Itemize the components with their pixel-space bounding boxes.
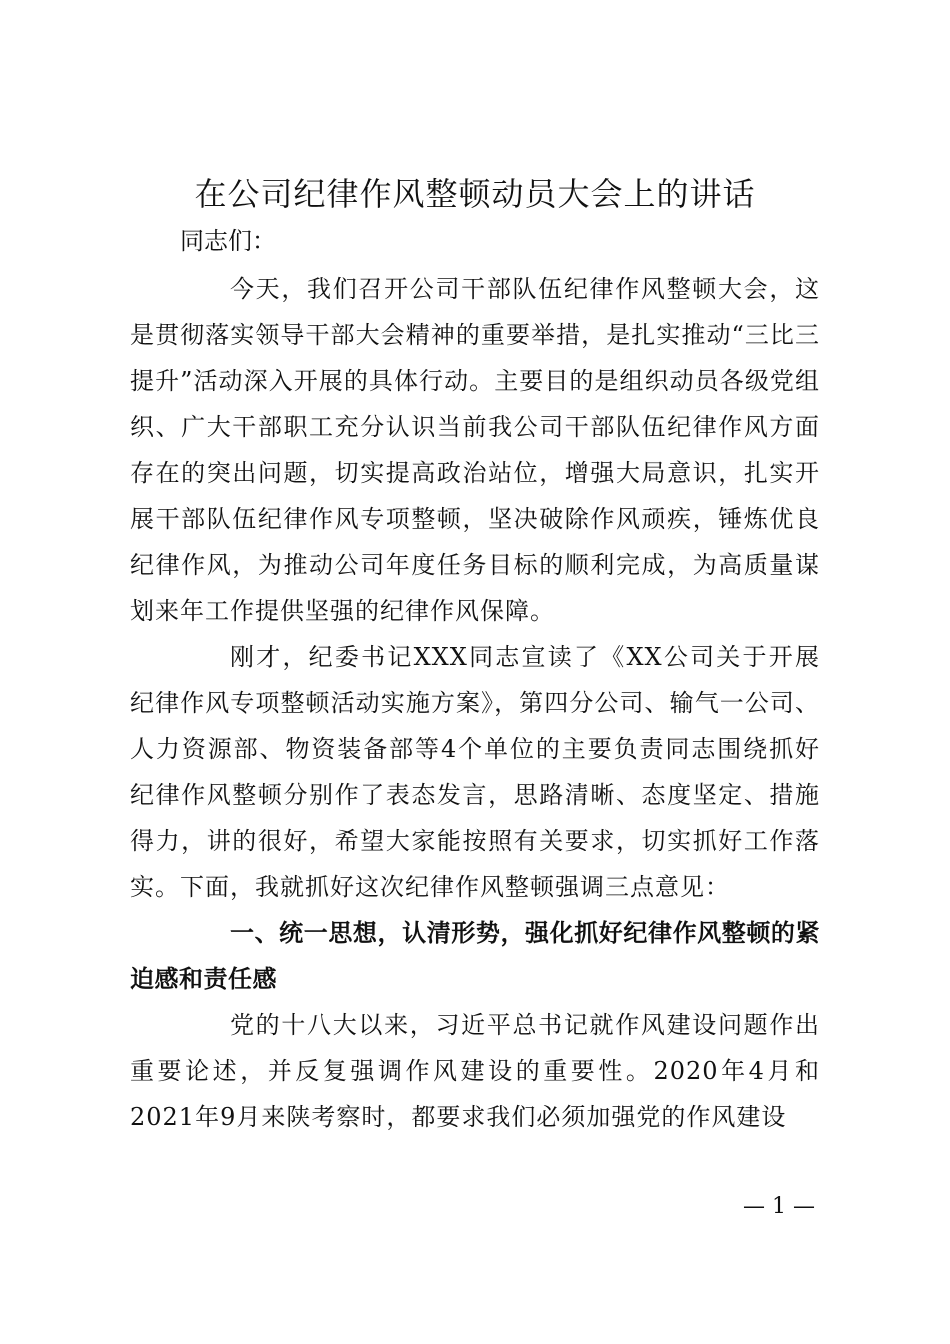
document-title: 在公司纪律作风整顿动员大会上的讲话 xyxy=(194,175,756,213)
salutation: 同志们： xyxy=(180,227,276,255)
page-number: — 1 — xyxy=(743,1194,815,1219)
paragraph-intro: 今天，我们召开公司干部队伍纪律作风整顿大会，这是贯彻落实领导干部大会精神的重要举措，是扎实推动“三比三提升”活动深入开展的具体行动。主要目的是组织动员各级党组织、广大干部职工充分认识当前我公司干部队伍纪律作风方面存在的突出问题，切实提高政治站位，增强大局意识，扎实开展干部队伍纪律作风专项整顿，坚决破除作风顽疾，锤炼优良纪律作风，为推动公司年度任务目标的顺利完成，为高质量谋划来年工作提供坚强的纪律作风保障。 xyxy=(130,275,820,625)
section-heading-1: 一、统一思想，认清形势，强化抓好纪律作风整顿的紧迫感和责任感 xyxy=(130,919,820,993)
paragraph-section-1: 党的十八大以来，习近平总书记就作风建设问题作出重要论述，并反复强调作风建设的重要性。2020年4月和2021年9月来陕考察时，都要求我们必须加强党的作风建设 xyxy=(130,1011,820,1131)
paragraph-review: 刚才，纪委书记XXX同志宣读了《XX公司关于开展纪律作风专项整顿活动实施方案》，第四分公司、输气一公司、人力资源部、物资装备部等4个单位的主要负责同志围绕抓好纪律作风整顿分别作了表态发言，思路清晰、态度坚定、措施得力，讲的很好，希望大家能按照有关要求，切实抓好工作落实。下面，我就抓好这次纪律作风整顿强调三点意见： xyxy=(130,643,820,901)
